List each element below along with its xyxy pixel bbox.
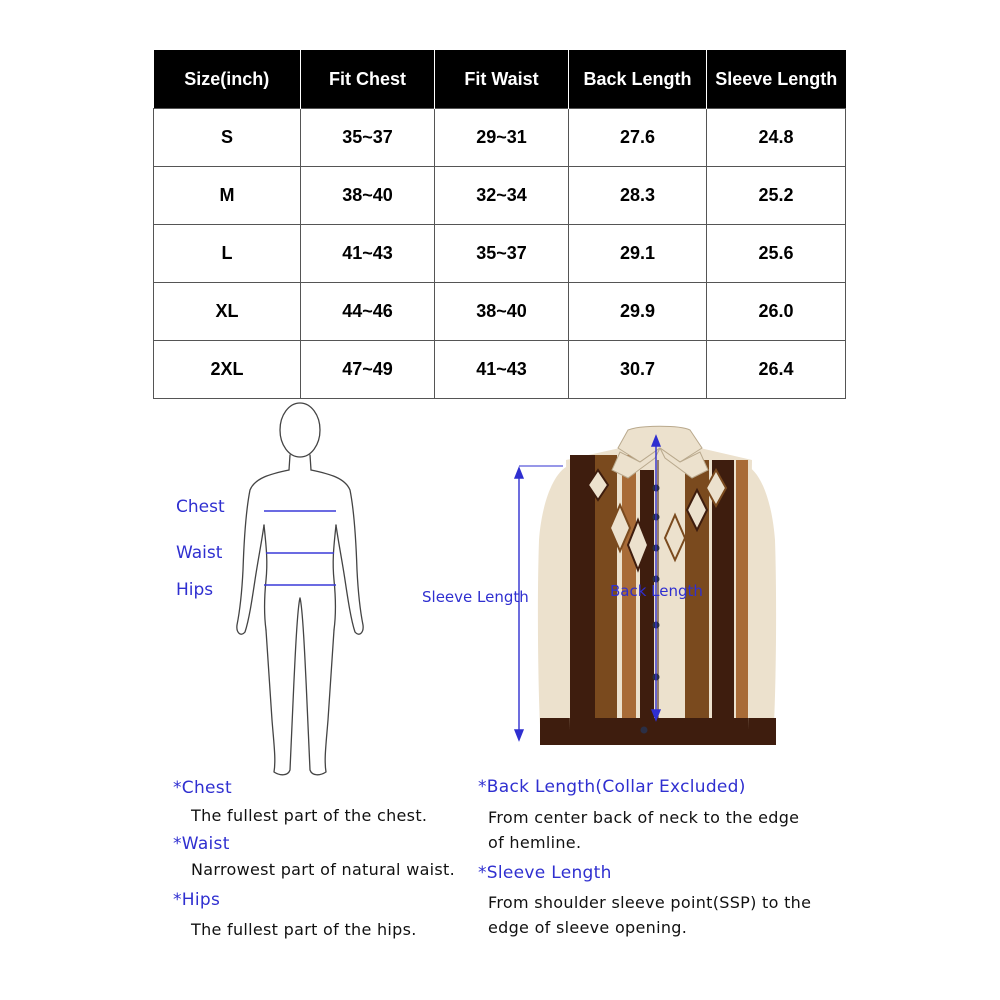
note-hips-title: *Hips (173, 890, 221, 910)
cell-size: M (154, 167, 301, 225)
cell-fit-chest: 35~37 (301, 109, 435, 167)
waist-label: Waist (176, 543, 223, 563)
note-waist-title: *Waist (173, 834, 230, 854)
header-back-length: Back Length (569, 50, 707, 109)
cell-sleeve-length: 25.2 (707, 167, 846, 225)
cell-back-length: 29.9 (569, 283, 707, 341)
hips-label: Hips (176, 580, 214, 600)
header-sleeve-length: Sleeve Length (707, 50, 846, 109)
note-sleeve-text-1: From shoulder sleeve point(SSP) to the (488, 893, 812, 912)
cell-fit-chest: 38~40 (301, 167, 435, 225)
cell-size: 2XL (154, 341, 301, 399)
note-back-title: *Back Length(Collar Excluded) (478, 777, 746, 797)
note-chest-title: *Chest (173, 778, 232, 798)
header-fit-chest: Fit Chest (301, 50, 435, 109)
note-waist-text: Narrowest part of natural waist. (191, 860, 456, 879)
note-back-text-1: From center back of neck to the edge (488, 808, 800, 827)
cell-size: L (154, 225, 301, 283)
note-chest-text: The fullest part of the chest. (191, 806, 428, 825)
cell-fit-waist: 29~31 (435, 109, 569, 167)
cell-sleeve-length: 24.8 (707, 109, 846, 167)
cell-fit-waist: 32~34 (435, 167, 569, 225)
note-back-text-2: of hemline. (488, 833, 582, 852)
cell-sleeve-length: 26.0 (707, 283, 846, 341)
note-hips-text: The fullest part of the hips. (191, 920, 417, 939)
cell-fit-chest: 44~46 (301, 283, 435, 341)
header-fit-waist: Fit Waist (435, 50, 569, 109)
cell-sleeve-length: 26.4 (707, 341, 846, 399)
cell-fit-waist: 35~37 (435, 225, 569, 283)
note-sleeve-text-2: edge of sleeve opening. (488, 918, 688, 937)
cell-back-length: 28.3 (569, 167, 707, 225)
cell-fit-waist: 38~40 (435, 283, 569, 341)
back-length-label: Back Length (610, 582, 703, 600)
cell-back-length: 29.1 (569, 225, 707, 283)
cell-fit-chest: 47~49 (301, 341, 435, 399)
chest-label: Chest (176, 497, 225, 517)
cell-fit-chest: 41~43 (301, 225, 435, 283)
cell-sleeve-length: 25.6 (707, 225, 846, 283)
cell-back-length: 27.6 (569, 109, 707, 167)
cell-back-length: 30.7 (569, 341, 707, 399)
note-sleeve-title: *Sleeve Length (478, 863, 612, 883)
header-size: Size(inch) (154, 50, 301, 109)
sleeve-length-label: Sleeve Length (422, 588, 529, 606)
cell-size: S (154, 109, 301, 167)
cell-size: XL (154, 283, 301, 341)
cell-fit-waist: 41~43 (435, 341, 569, 399)
